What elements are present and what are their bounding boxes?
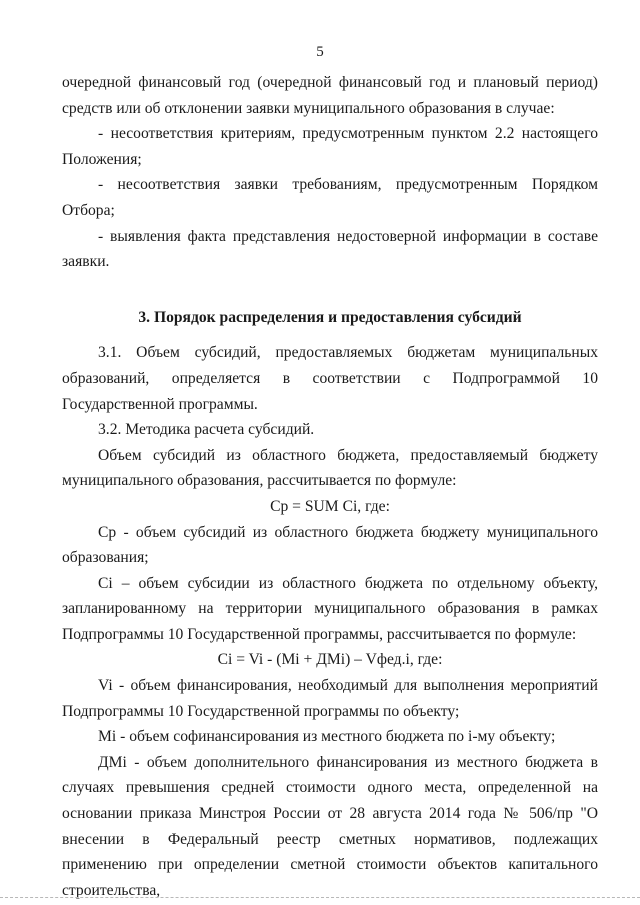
definition-ci: Ci – объем субсидии из областного бюджета по отдельному объекту, запланированному на территории муниципального образования в рамках Подпрограммы 10 Государственной программы, рассчитывается по формуле:	[62, 574, 598, 643]
formula-total-subsidy: Ср = SUM Ci, где:	[270, 497, 390, 515]
scan-edge-line	[0, 897, 640, 899]
list-item-criteria: - несоответствия критериям, предусмотренным пунктом 2.2 настоящего Положения;	[62, 125, 598, 168]
definition-mi: Mi - объем софинансирования из местного бюджета по i-му объекту;	[98, 728, 556, 746]
list-item-false-info: - выявления факта представления недостоверной информации в составе заявки.	[62, 227, 598, 271]
definition-dmi: ДМi - объем дополнительного финансирования из местного бюджета в случаях превышения средней стоимости одного места, определенной на основании приказа Минстроя России от 28 августа 2014 года № 506/пр "О внесении в Федеральный реестр сметных нормативов, подлежащих применению при определении сметной стоимости объектов капитального строительства,	[62, 753, 598, 899]
list-item-requirements: - несоответствия заявки требованиям, предусмотренным Порядком Отбора;	[62, 176, 598, 219]
definition-vi: Vi - объем финансирования, необходимый для выполнения мероприятий Подпрограммы 10 Государственной программы по объекту;	[62, 677, 598, 720]
formula-object-subsidy: Ci = Vi - (Mi + ДМi) – Vфед.i, где:	[217, 651, 443, 669]
subsidy-volume-paragraph: Объем субсидий из областного бюджета, предоставляемый бюджету муниципального образования, рассчитывается по формуле:	[62, 446, 598, 490]
page-number: 5	[316, 44, 324, 60]
document-body	[62, 70, 598, 903]
clause-3-2: 3.2. Методика расчета субсидий.	[98, 421, 315, 439]
section-heading: 3. Порядок распределения и предоставления субсидий	[138, 308, 522, 326]
paragraph-continuation: очередной финансовый год (очередной финансовый год и плановый период) средств или об отклонении заявки муниципального образования в случае:	[62, 74, 598, 117]
definition-cp: Ср - объем субсидий из областного бюджета бюджету муниципального образования;	[62, 523, 598, 567]
clause-3-1: 3.1. Объем субсидий, предоставляемых бюджетам муниципальных образований, определяется в соответствии с Подпрограммой 10 Государственной программы.	[62, 344, 598, 413]
